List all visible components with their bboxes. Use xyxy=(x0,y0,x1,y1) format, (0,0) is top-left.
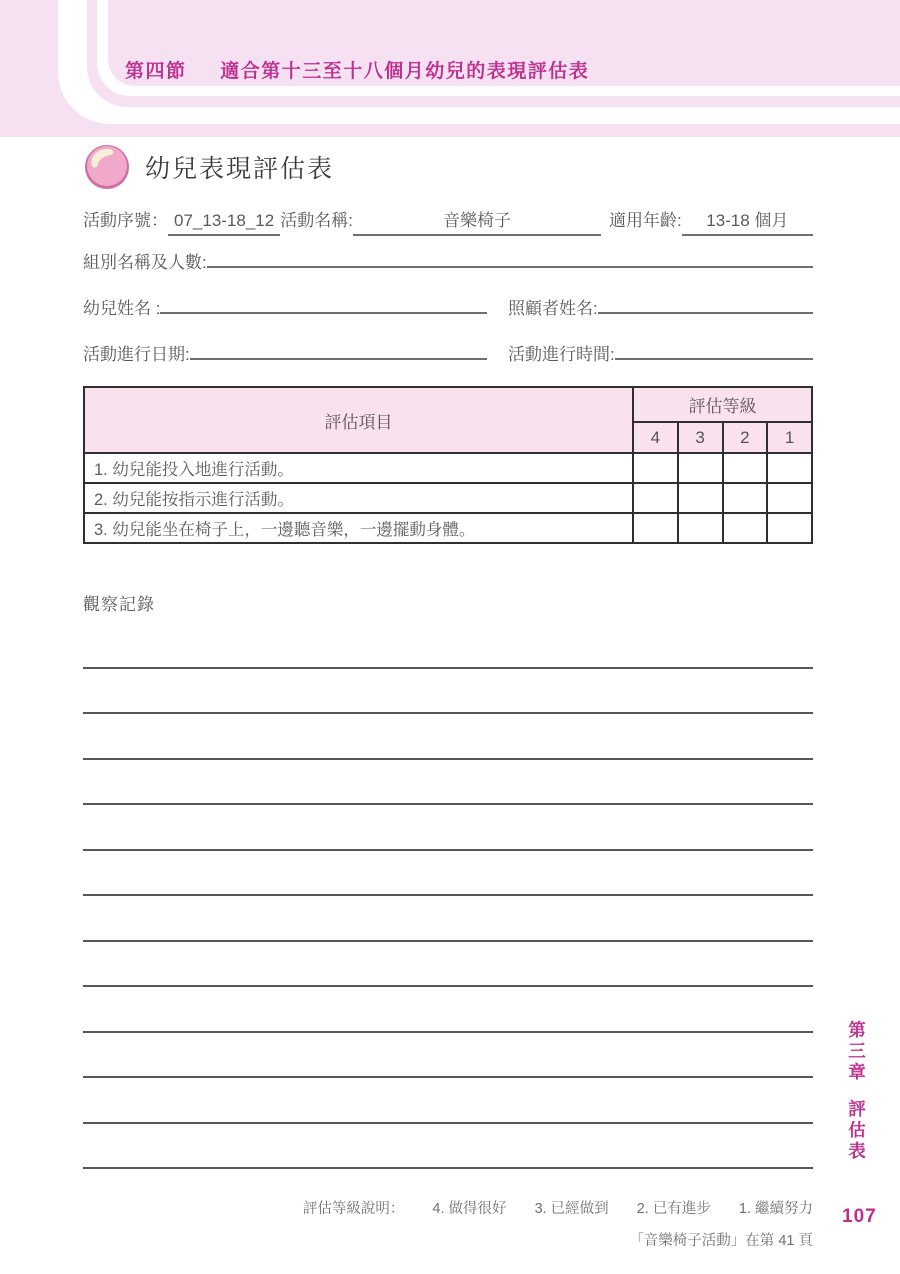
observation-line xyxy=(83,1078,813,1124)
activity-reference: 「音樂椅子活動」在第 41 頁 xyxy=(629,1233,813,1249)
form-content xyxy=(83,208,813,1250)
activity-time-blank-field xyxy=(615,358,813,360)
score-cell xyxy=(723,453,768,483)
observation-line xyxy=(83,987,813,1033)
activity-no-label: 活動序號： xyxy=(83,211,168,230)
observation-label: 觀察記錄 xyxy=(83,595,155,614)
table-header-items: 評估項目 xyxy=(84,387,633,453)
observation-line xyxy=(83,896,813,942)
rating-table xyxy=(83,386,813,544)
legend-item: 2. 已有進步 xyxy=(636,1201,711,1217)
score-cell xyxy=(678,453,723,483)
legend-item: 1. 繼續努力 xyxy=(738,1201,813,1217)
table-row xyxy=(84,453,812,483)
age-label: 適用年齡: xyxy=(608,211,682,230)
legend-label: 評估等級說明： xyxy=(302,1201,405,1217)
observation-line xyxy=(83,714,813,760)
score-cell xyxy=(678,513,723,543)
legend-item: 4. 做得很好 xyxy=(432,1201,507,1217)
group-label: 組別名稱及人數: xyxy=(83,253,207,272)
legend-item: 3. 已經做到 xyxy=(534,1201,609,1217)
page-number: 107 xyxy=(842,1206,877,1227)
rating-level-3: 3 xyxy=(678,422,723,453)
group-blank-field xyxy=(207,266,813,268)
table-header-rating: 評估等級 xyxy=(633,387,812,422)
observation-line xyxy=(83,1033,813,1079)
observation-line xyxy=(83,760,813,806)
observation-line xyxy=(83,623,813,669)
page-title-row xyxy=(84,142,900,192)
form-row-names xyxy=(83,296,813,322)
observation-line xyxy=(83,851,813,897)
activity-date-label: 活動進行日期: xyxy=(83,345,190,364)
observation-line xyxy=(83,669,813,715)
rating-level-1: 1 xyxy=(767,422,812,453)
score-cell xyxy=(678,483,723,513)
observation-line xyxy=(83,805,813,851)
activity-name-label: 活動名稱: xyxy=(280,211,353,230)
score-cell xyxy=(633,513,678,543)
table-row xyxy=(84,513,812,543)
pearl-icon xyxy=(84,144,130,190)
form-row-activity xyxy=(83,208,813,236)
form-row-group xyxy=(83,250,813,276)
score-cell xyxy=(767,453,812,483)
activity-date-blank-field xyxy=(190,358,487,360)
activity-no-value: 07_13-18_12 xyxy=(168,208,280,236)
table-row xyxy=(84,483,812,513)
section-title: 適合第十三至十八個月幼兒的表現評估表 xyxy=(220,61,590,82)
observation-line xyxy=(83,942,813,988)
caregiver-name-label: 照顧者姓名: xyxy=(508,299,598,318)
chapter-tab: 第 三 章 評 估 表 xyxy=(848,1020,866,1161)
child-name-label: 幼兒姓名 : xyxy=(83,299,161,318)
child-name-blank-field xyxy=(160,312,487,314)
section-number: 第四節 xyxy=(125,61,187,82)
assessment-item: 2. 幼兒能按指示進行活動。 xyxy=(84,483,633,513)
activity-time-label: 活動進行時間: xyxy=(508,345,615,364)
score-cell xyxy=(633,453,678,483)
observation-line xyxy=(83,1124,813,1170)
score-cell xyxy=(633,483,678,513)
form-row-datetime xyxy=(83,342,813,368)
score-cell xyxy=(767,483,812,513)
rating-level-2: 2 xyxy=(723,422,768,453)
page-title: 幼兒表現評估表 xyxy=(145,155,335,183)
assessment-item: 1. 幼兒能投入地進行活動。 xyxy=(84,453,633,483)
age-value: 13-18 個月 xyxy=(682,208,813,236)
score-cell xyxy=(767,513,812,543)
header-band xyxy=(0,0,900,137)
assessment-item: 3. 幼兒能坐在椅子上，一邊聽音樂，一邊擺動身體。 xyxy=(84,513,633,543)
score-cell xyxy=(723,513,768,543)
caregiver-name-blank-field xyxy=(598,312,813,314)
section-heading xyxy=(125,56,589,83)
observation-lines xyxy=(83,623,813,1169)
activity-name-value: 音樂椅子 xyxy=(353,208,601,236)
rating-legend xyxy=(83,1197,813,1218)
rating-level-4: 4 xyxy=(633,422,678,453)
score-cell xyxy=(723,483,768,513)
